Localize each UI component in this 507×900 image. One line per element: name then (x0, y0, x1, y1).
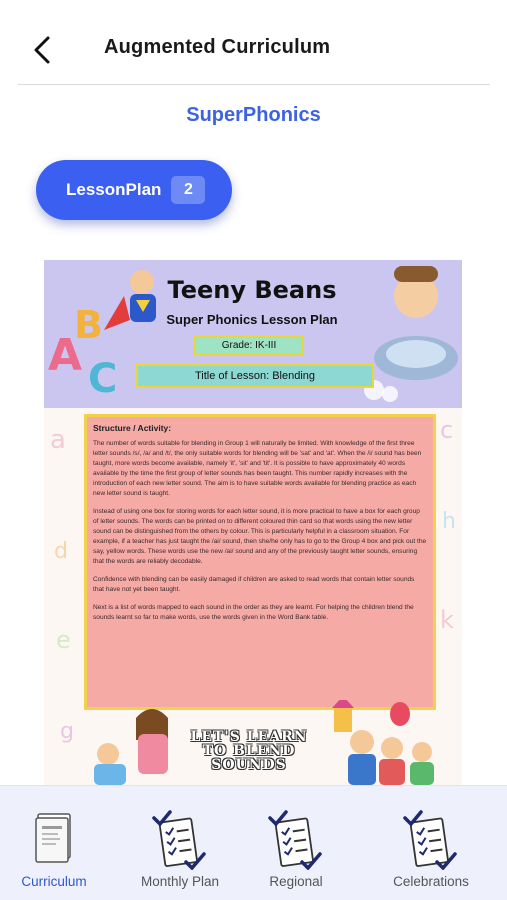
lessonplan-count-badge: 2 (171, 176, 205, 204)
tab-label: Regional (269, 874, 323, 889)
svg-text:k: k (440, 606, 454, 634)
curriculum-subtitle: SuperPhonics (186, 104, 321, 126)
bottom-tab-bar (0, 785, 507, 900)
body-paragraph: Next is a list of words mapped to each sound in the order as they are learnt. For helping the children blend the sounds learnt so far to make words, use the words given in the Word Bank table. (93, 604, 414, 621)
lesson-title-label: Title of Lesson: Blending (136, 364, 374, 388)
document-title: Teeny Beans (167, 276, 337, 304)
checklist-icon (126, 810, 234, 870)
body-paragraph: Instead of using one box for storing words for each letter sound, it is more practical to have a box for each group of letter sounds. The words can be printed on to different coloured thin card so that words using the new letter sound can be distinguished from the others by colour. This is particularly helpful in a classroom situation. For example, if a teacher has just taught the /ai/ sound, then she/he only has to go to the Group 4 box and pick out the say, yellow words. These words use the new /ai/ sound and any of the previously taught letter sounds, ensuring that the words are reliably decodable. (93, 508, 427, 565)
document-footer-section (44, 700, 462, 785)
page-title: Augmented Curriculum (104, 36, 331, 58)
svg-text:c: c (440, 416, 454, 444)
checklist-icon (376, 810, 486, 870)
structure-heading: Structure / Activity: (93, 423, 172, 433)
checklist-icon (242, 810, 350, 870)
lets-learn-banner: LET'S LEARN TO BLEND SOUNDS (190, 729, 308, 773)
svg-text:a: a (50, 425, 66, 455)
lessonplan-label: LessonPlan (66, 180, 162, 199)
book-icon (0, 810, 108, 870)
tab-regional[interactable] (242, 786, 350, 900)
lesson-plan-document[interactable] (44, 260, 462, 785)
document-body (84, 414, 436, 710)
svg-text:B: B (74, 303, 103, 347)
tab-monthly-plan[interactable] (126, 786, 234, 900)
tab-curriculum[interactable] (0, 786, 108, 900)
svg-text:h: h (442, 509, 456, 534)
svg-text:g: g (60, 719, 74, 744)
lessonplan-button[interactable] (36, 160, 232, 220)
document-header-section (44, 260, 462, 408)
tab-label: Celebrations (393, 874, 469, 889)
app-header (0, 0, 507, 86)
document-subtitle: Super Phonics Lesson Plan (166, 312, 338, 327)
header-divider (18, 84, 490, 85)
svg-text:A: A (48, 330, 83, 381)
tab-label: Curriculum (21, 874, 87, 889)
tab-label: Monthly Plan (140, 874, 220, 889)
svg-text:d: d (54, 539, 68, 564)
back-arrow-icon[interactable] (28, 32, 60, 68)
svg-text:C: C (88, 356, 118, 402)
body-paragraph: The number of words suitable for blending in Group 1 will naturally be limited. With knowledge of the first three letter sounds /s/, /a/ and /t/, the only suitable words for blending will be 'sat' and 'at'. When the /i/ sound has been taught, more words become available, namely 'it', 'sit' and 'tit'. It is possible to have approximately 40 words available by the time the first group of letter sounds has been taught. This number rapidly increases with the introduction of each new letter sound. The aim is to have suitable words available for blending practice as each new letter sound is taught. (93, 440, 422, 497)
body-paragraph: Confidence with blending can be easily damaged if children are asked to read words that contain letter sounds that have not yet been taught. (93, 576, 415, 593)
grade-label: Grade: IK-III (194, 336, 304, 356)
svg-text:e: e (56, 626, 71, 654)
tab-celebrations[interactable] (376, 786, 486, 900)
